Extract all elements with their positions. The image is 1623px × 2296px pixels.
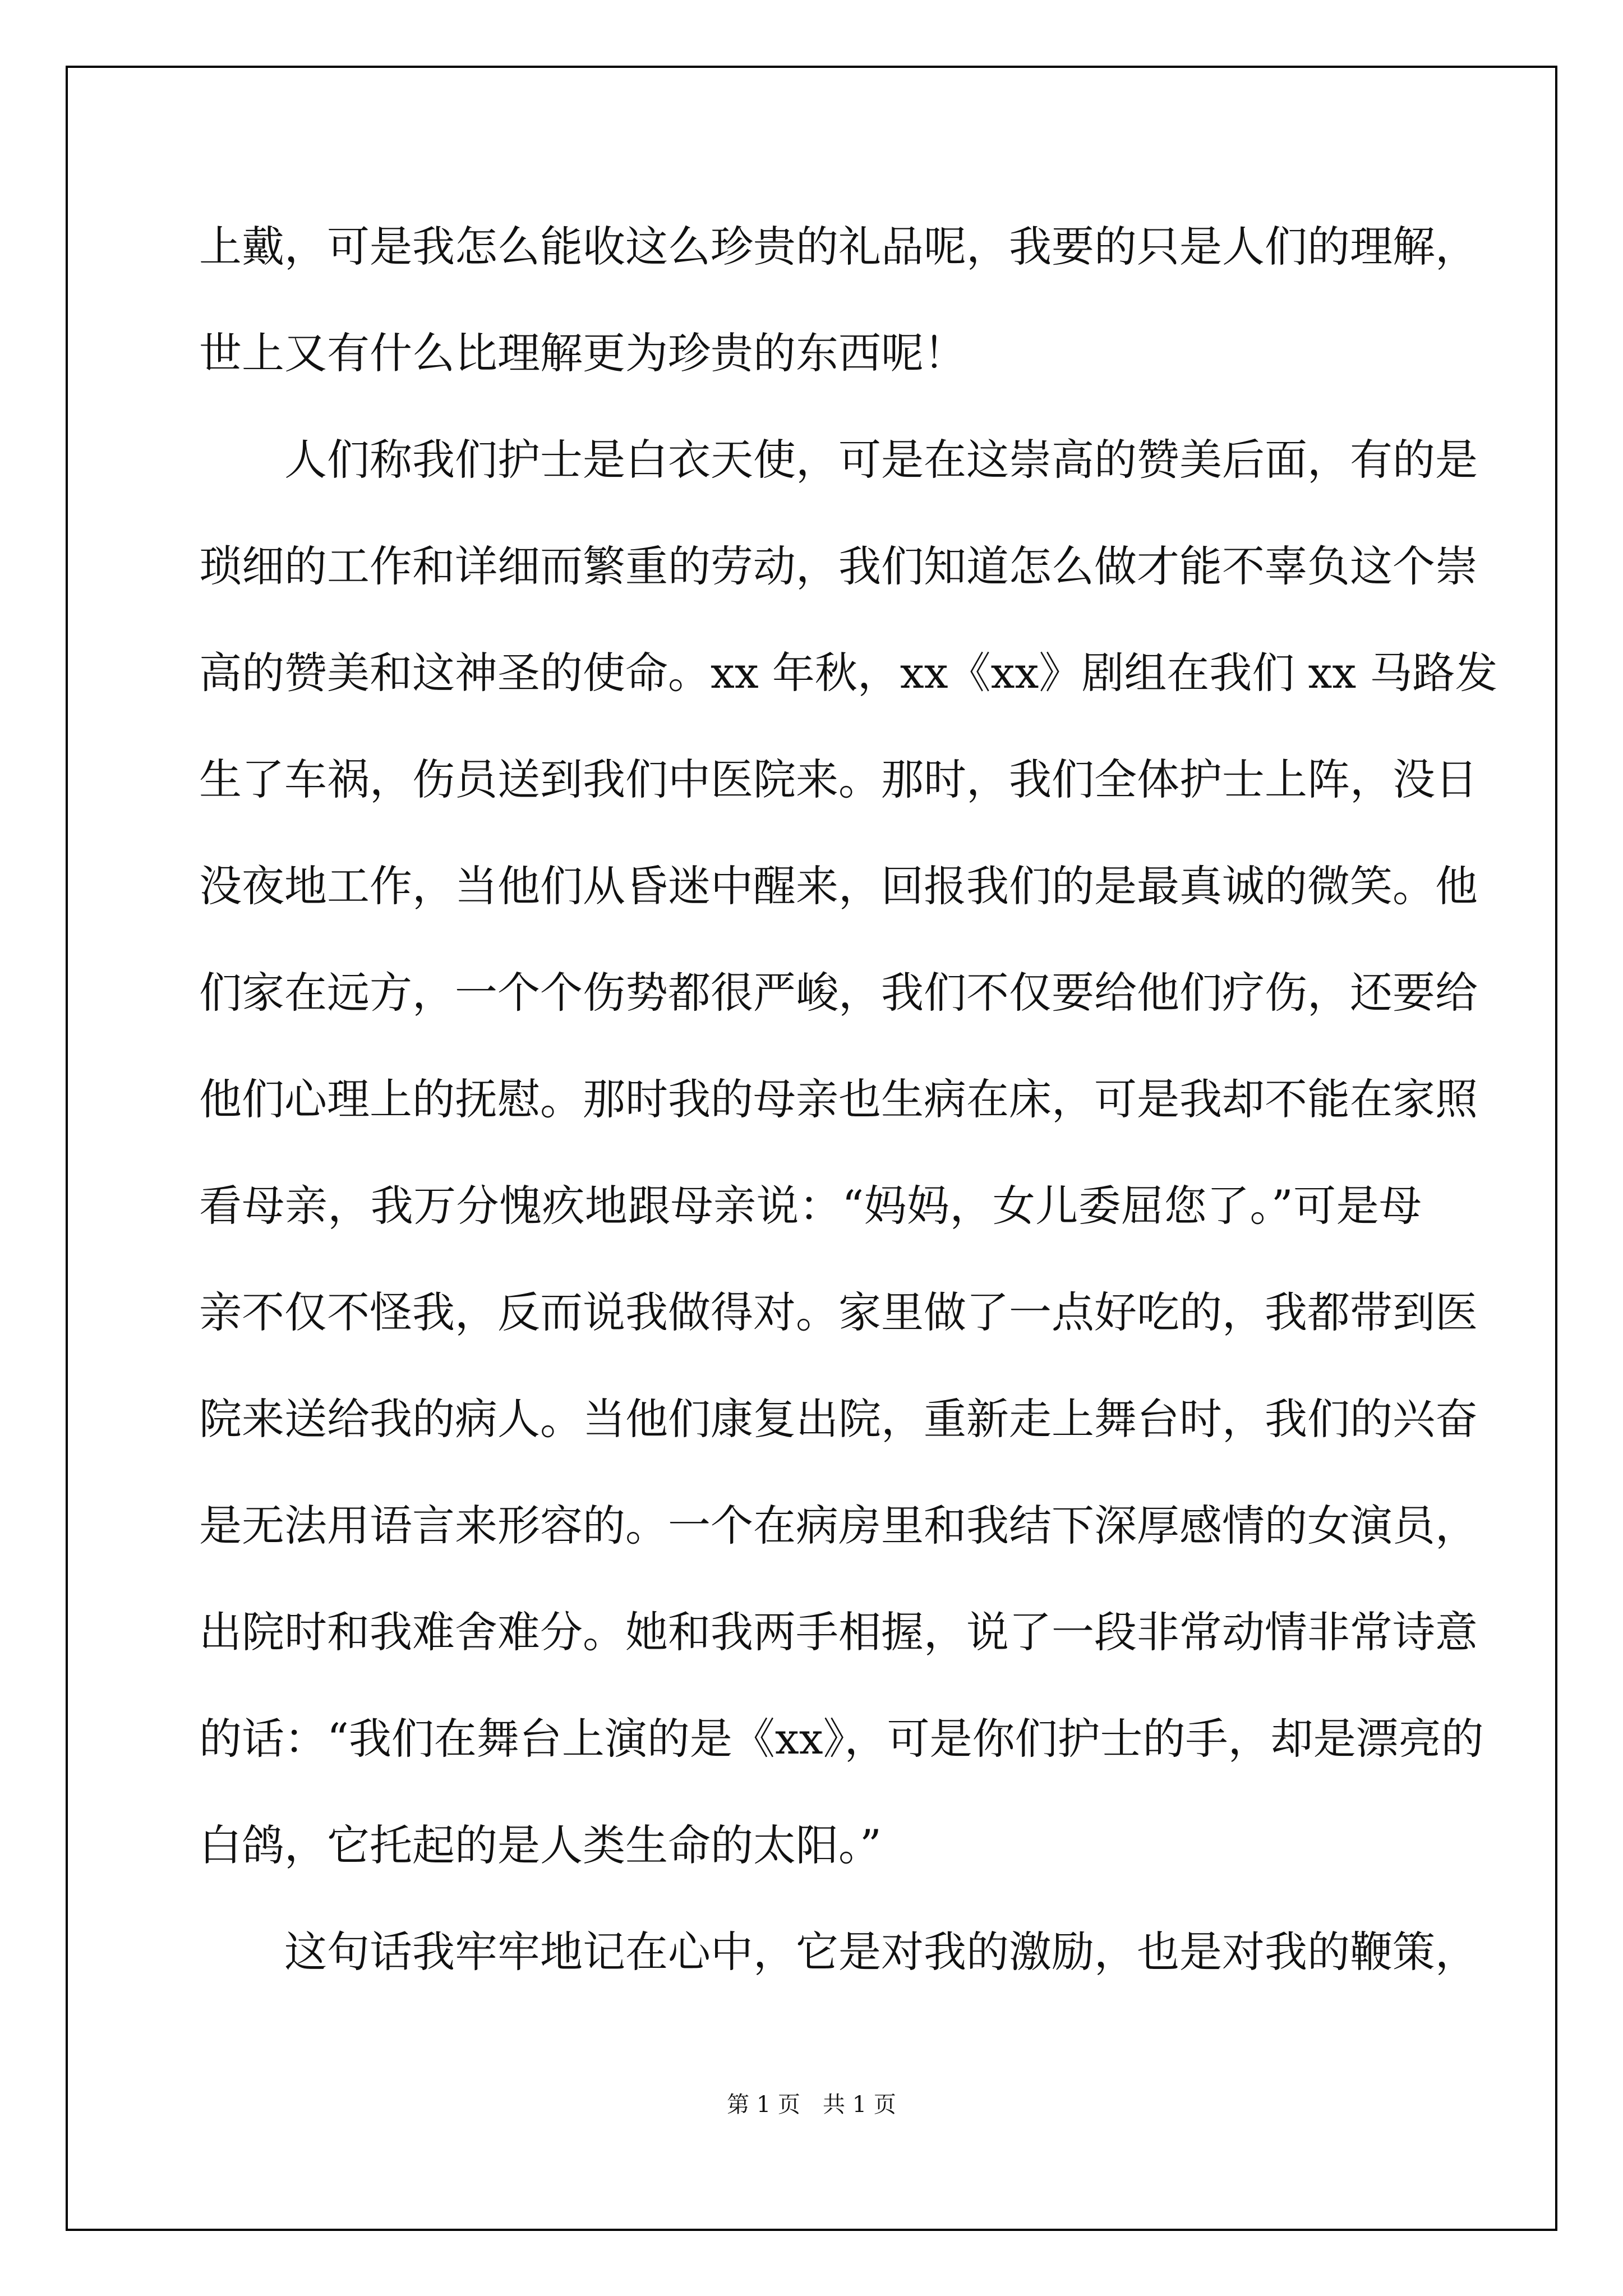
page-number-footer: 第 1 页 共 1 页: [727, 2092, 896, 2118]
text-line: 是无法用语言来形容的。一个在病房里和我结下深厚感情的女演员，: [199, 1501, 1478, 1550]
text-line: 他们心理上的抚慰。那时我的母亲也生病在床，可是我却不能在家照: [199, 1074, 1478, 1124]
text-line: 们家在远方，一个个伤势都很严峻，我们不仅要给他们疗伤，还要给: [199, 968, 1478, 1018]
text-line: 白鸽，它托起的是人类生命的太阳。”: [199, 1820, 882, 1870]
text-line: 上戴，可是我怎么能收这么珍贵的礼品呢，我要的只是人们的理解，: [199, 222, 1478, 272]
text-line: 没夜地工作，当他们从昏迷中醒来，回报我们的是最真诚的微笑。他: [199, 861, 1478, 911]
text-line: 的话：“我们在舞台上演的是《xx》，可是你们护士的手，却是漂亮的: [199, 1714, 1484, 1764]
text-line: 院来送给我的病人。当他们康复出院，重新走上舞台时，我们的兴奋: [199, 1394, 1478, 1444]
text-line: 这句话我牢牢地记在心中，它是对我的激励，也是对我的鞭策，: [284, 1927, 1478, 1977]
text-line: 出院时和我难舍难分。她和我两手相握，说了一段非常动情非常诗意: [199, 1607, 1478, 1657]
text-line: 琐细的工作和详细而繁重的劳动，我们知道怎么做才能不辜负这个崇: [199, 541, 1478, 591]
text-line: 高的赞美和这神圣的使命。xx 年秋，xx《xx》剧组在我们 xx 马路发: [199, 648, 1498, 698]
document-body: [199, 194, 1498, 2005]
text-line: 人们称我们护士是白衣天使，可是在这崇高的赞美后面，有的是: [284, 435, 1478, 485]
text-line: 世上又有什么比理解更为珍贵的东西呢！: [199, 328, 966, 378]
text-line: 亲不仅不怪我，反而说我做得对。家里做了一点好吃的，我都带到医: [199, 1287, 1478, 1337]
text-line: 生了车祸，伤员送到我们中医院来。那时，我们全体护士上阵，没日: [199, 754, 1478, 804]
text-line: 看母亲，我万分愧疚地跟母亲说：“妈妈，女儿委屈您了。”可是母: [199, 1181, 1422, 1231]
